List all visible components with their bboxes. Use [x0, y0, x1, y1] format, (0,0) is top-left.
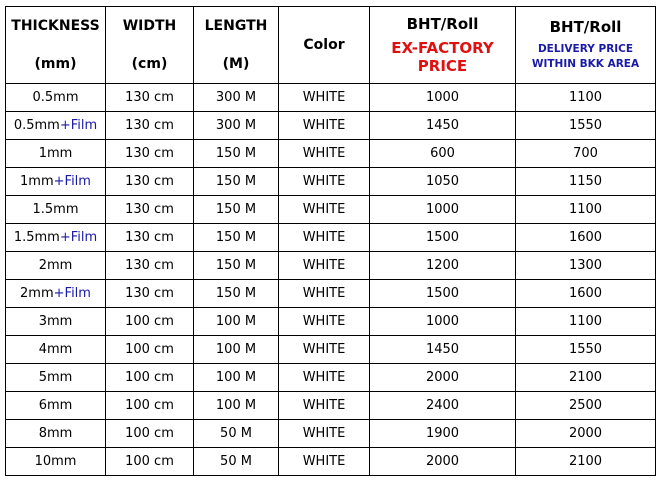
delivery-price-cell: 1600: [516, 224, 656, 252]
thickness-header: [6, 7, 106, 84]
ex-factory-price-cell: 1500: [370, 280, 516, 308]
thickness-value: 0.5mm: [13, 118, 60, 133]
length-cell: 150 M: [194, 140, 279, 168]
table-row: [6, 252, 656, 280]
delivery-price-cell: 1100: [516, 84, 656, 112]
length-header: [194, 7, 279, 84]
ex-factory-price-cell: 1000: [370, 84, 516, 112]
film-suffix: +Film: [59, 118, 98, 133]
thickness-value: 4mm: [38, 342, 73, 357]
bht-roll-delivery-label: BHT/Roll: [549, 18, 622, 36]
delivery-price-cell: 1550: [516, 336, 656, 364]
thickness-cell: [6, 252, 106, 280]
width-cell: 100 cm: [106, 308, 194, 336]
film-suffix: +Film: [53, 174, 91, 189]
delivery-price-cell: 700: [516, 140, 656, 168]
delivery-price-cell: 1100: [516, 196, 656, 224]
color-cell: WHITE: [279, 252, 370, 280]
ex-factory-price-cell: 2400: [370, 392, 516, 420]
thickness-value: 2mm: [38, 258, 73, 273]
table-row: [6, 196, 656, 224]
ex-factory-price-cell: 1200: [370, 252, 516, 280]
thickness-cell: [6, 112, 106, 140]
color-cell: WHITE: [279, 140, 370, 168]
color-cell: WHITE: [279, 336, 370, 364]
thickness-cell: [6, 364, 106, 392]
delivery-price-cell: 2100: [516, 364, 656, 392]
thickness-value: 3mm: [38, 314, 73, 329]
thickness-cell: [6, 224, 106, 252]
delivery-price-cell: 2100: [516, 448, 656, 476]
delivery-price-cell: 2000: [516, 420, 656, 448]
bht-roll-factory-label: BHT/Roll: [406, 15, 479, 33]
color-header: [279, 7, 370, 84]
table-row: [6, 448, 656, 476]
length-cell: 150 M: [194, 224, 279, 252]
width-cell: 130 cm: [106, 112, 194, 140]
color-cell: WHITE: [279, 280, 370, 308]
color-cell: WHITE: [279, 420, 370, 448]
thickness-value: 1.5mm: [32, 202, 79, 217]
thickness-value: 1mm: [20, 174, 54, 189]
ex-factory-label-line1: EX-FACTORY: [391, 39, 494, 57]
length-cell: 50 M: [194, 420, 279, 448]
width-header-label: WIDTH: [122, 18, 177, 34]
width-cell: 130 cm: [106, 168, 194, 196]
delivery-price-cell: 1600: [516, 280, 656, 308]
delivery-price-cell: 1100: [516, 308, 656, 336]
length-cell: 300 M: [194, 112, 279, 140]
thickness-cell: [6, 336, 106, 364]
length-header-unit: (M): [222, 56, 250, 72]
table-row: [6, 168, 656, 196]
table-row: [6, 308, 656, 336]
table-body: [6, 84, 656, 476]
table-row: [6, 420, 656, 448]
ex-factory-price-cell: 1450: [370, 112, 516, 140]
ex-factory-price-header: [370, 7, 516, 84]
width-cell: 130 cm: [106, 140, 194, 168]
length-cell: 100 M: [194, 308, 279, 336]
length-cell: 300 M: [194, 84, 279, 112]
thickness-value: 5mm: [38, 370, 73, 385]
width-cell: 130 cm: [106, 280, 194, 308]
ex-factory-label-line2: PRICE: [417, 57, 468, 75]
length-cell: 100 M: [194, 364, 279, 392]
color-cell: WHITE: [279, 364, 370, 392]
table-row: [6, 84, 656, 112]
thickness-value: 2mm: [20, 286, 54, 301]
width-cell: 130 cm: [106, 196, 194, 224]
delivery-label-line2: WITHIN BKK AREA: [531, 58, 640, 70]
thickness-cell: [6, 420, 106, 448]
thickness-cell: [6, 140, 106, 168]
table-row: [6, 336, 656, 364]
film-suffix: +Film: [53, 286, 91, 301]
length-cell: 150 M: [194, 280, 279, 308]
film-suffix: +Film: [59, 230, 98, 245]
thickness-value: 10mm: [34, 454, 77, 469]
ex-factory-price-cell: 1450: [370, 336, 516, 364]
thickness-cell: [6, 448, 106, 476]
ex-factory-price-cell: 1000: [370, 196, 516, 224]
thickness-cell: [6, 280, 106, 308]
thickness-value: 8mm: [38, 426, 73, 441]
delivery-price-header: [516, 7, 656, 84]
thickness-value: 1.5mm: [13, 230, 60, 245]
length-cell: 100 M: [194, 336, 279, 364]
width-cell: 130 cm: [106, 224, 194, 252]
ex-factory-price-cell: 1500: [370, 224, 516, 252]
length-cell: 150 M: [194, 252, 279, 280]
thickness-cell: [6, 392, 106, 420]
width-cell: 130 cm: [106, 252, 194, 280]
delivery-label-line1: DELIVERY PRICE: [537, 43, 634, 55]
length-cell: 50 M: [194, 448, 279, 476]
length-cell: 100 M: [194, 392, 279, 420]
width-header-unit: (cm): [131, 56, 168, 72]
thickness-cell: [6, 196, 106, 224]
delivery-price-cell: 1300: [516, 252, 656, 280]
thickness-header-label: THICKNESS: [11, 18, 100, 34]
price-table: [5, 6, 656, 476]
width-cell: 100 cm: [106, 336, 194, 364]
thickness-cell: [6, 84, 106, 112]
table-row: [6, 280, 656, 308]
thickness-value: 1mm: [38, 146, 73, 161]
length-cell: 150 M: [194, 196, 279, 224]
color-cell: WHITE: [279, 196, 370, 224]
price-table-container: [5, 6, 656, 476]
color-cell: WHITE: [279, 392, 370, 420]
length-cell: 150 M: [194, 168, 279, 196]
delivery-price-cell: 2500: [516, 392, 656, 420]
table-header: [6, 7, 656, 84]
table-row: [6, 140, 656, 168]
thickness-header-unit: (mm): [34, 56, 77, 72]
table-row: [6, 392, 656, 420]
color-cell: WHITE: [279, 308, 370, 336]
table-row: [6, 112, 656, 140]
width-cell: 100 cm: [106, 392, 194, 420]
ex-factory-price-cell: 2000: [370, 364, 516, 392]
ex-factory-price-cell: 1000: [370, 308, 516, 336]
color-cell: WHITE: [279, 448, 370, 476]
thickness-value: 6mm: [38, 398, 73, 413]
length-header-label: LENGTH: [204, 18, 268, 34]
width-header: [106, 7, 194, 84]
width-cell: 130 cm: [106, 84, 194, 112]
width-cell: 100 cm: [106, 448, 194, 476]
thickness-cell: [6, 308, 106, 336]
ex-factory-price-cell: 1900: [370, 420, 516, 448]
table-row: [6, 364, 656, 392]
width-cell: 100 cm: [106, 364, 194, 392]
color-cell: WHITE: [279, 112, 370, 140]
color-cell: WHITE: [279, 224, 370, 252]
delivery-price-cell: 1150: [516, 168, 656, 196]
color-cell: WHITE: [279, 84, 370, 112]
thickness-value: 0.5mm: [32, 90, 79, 105]
ex-factory-price-cell: 600: [370, 140, 516, 168]
table-row: [6, 224, 656, 252]
header-row: [6, 7, 656, 84]
width-cell: 100 cm: [106, 420, 194, 448]
color-cell: WHITE: [279, 168, 370, 196]
ex-factory-price-cell: 1050: [370, 168, 516, 196]
color-header-label: Color: [303, 37, 345, 53]
delivery-price-cell: 1550: [516, 112, 656, 140]
ex-factory-price-cell: 2000: [370, 448, 516, 476]
thickness-cell: [6, 168, 106, 196]
